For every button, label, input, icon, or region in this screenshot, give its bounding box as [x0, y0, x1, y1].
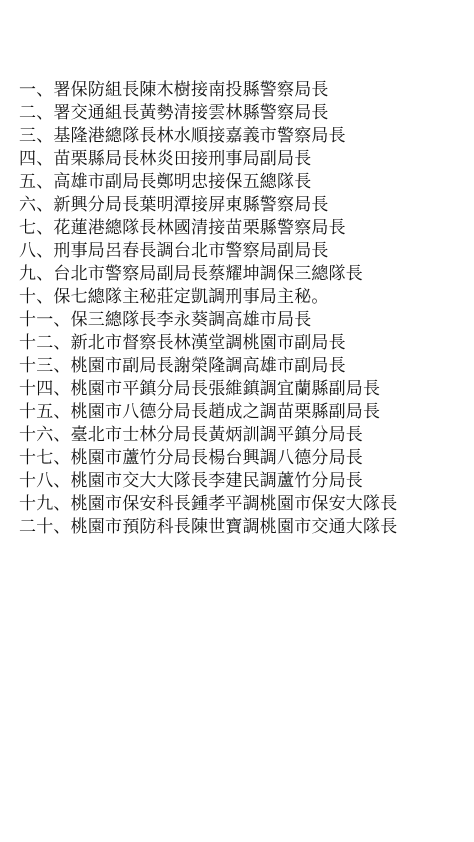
list-item: 五、高雄市副局長鄭明忠接保五總隊長 — [19, 172, 312, 192]
list-item: 十六、臺北市士林分局長黃炳訓調平鎮分局長 — [19, 425, 363, 445]
list-item: 十四、桃園市平鎮分局長張維鎮調宜蘭縣副局長 — [19, 379, 381, 399]
list-item: 一、署保防組長陳木樹接南投縣警察局長 — [19, 80, 329, 100]
list-item: 三、基隆港總隊長林水順接嘉義市警察局長 — [19, 126, 346, 146]
list-item: 十三、桃園市副局長謝榮隆調高雄市副局長 — [19, 356, 346, 376]
list-item: 七、花蓮港總隊長林國清接苗栗縣警察局長 — [19, 218, 346, 238]
list-item: 十一、保三總隊長李永葵調高雄市局長 — [19, 310, 312, 330]
list-item: 十七、桃園市蘆竹分局長楊台興調八德分局長 — [19, 448, 363, 468]
list-item: 四、苗栗縣局長林炎田接刑事局副局長 — [19, 149, 312, 169]
personnel-list — [19, 79, 469, 539]
list-item: 二十、桃園市預防科長陳世寶調桃園市交通大隊長 — [19, 517, 398, 537]
list-item: 八、刑事局呂春長調台北市警察局副局長 — [19, 241, 329, 261]
list-item: 六、新興分局長葉明潭接屏東縣警察局長 — [19, 195, 329, 215]
list-item: 二、署交通組長黃勢清接雲林縣警察局長 — [19, 103, 329, 123]
list-item: 九、台北市警察局副局長蔡耀坤調保三總隊長 — [19, 264, 363, 284]
list-item: 十、保七總隊主秘莊定凱調刑事局主秘。 — [19, 287, 329, 307]
list-item: 十二、新北市督察長林漢堂調桃園市副局長 — [19, 333, 346, 353]
list-item: 十五、桃園市八德分局長趙成之調苗栗縣副局長 — [19, 402, 381, 422]
list-item: 十九、桃園市保安科長鍾孝平調桃園市保安大隊長 — [19, 494, 398, 514]
list-item: 十八、桃園市交大大隊長李建民調蘆竹分局長 — [19, 471, 363, 491]
